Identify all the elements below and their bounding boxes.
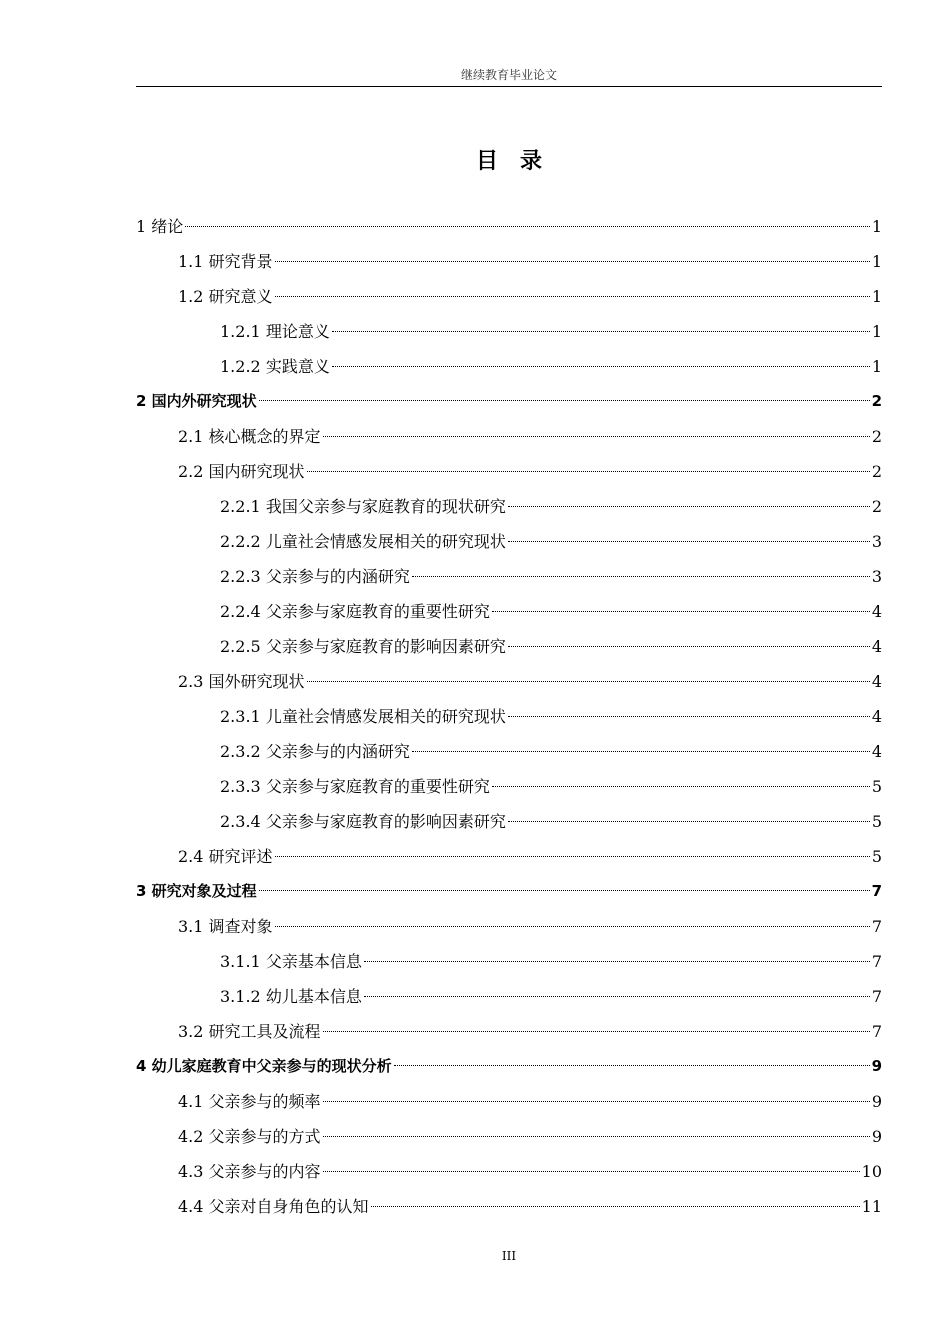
toc-entry[interactable] — [136, 349, 882, 384]
toc-entry-number: 2.2.2 — [220, 532, 261, 551]
toc-entry-title: 儿童社会情感发展相关的研究现状 — [265, 532, 506, 551]
toc-entry[interactable] — [136, 524, 882, 559]
toc-entry[interactable] — [136, 874, 882, 909]
toc-entry-title: 父亲对自身角色的认知 — [208, 1197, 369, 1216]
toc-entry[interactable] — [136, 769, 882, 804]
toc-entry-title: 实践意义 — [265, 357, 330, 376]
toc-entry[interactable] — [136, 419, 882, 454]
toc-entry-title: 理论意义 — [265, 322, 330, 341]
toc-leader-dots — [332, 366, 870, 367]
toc-entry-number: 1.1 — [178, 252, 204, 271]
toc-entry-title: 研究对象及过程 — [151, 882, 257, 900]
toc-leader-dots — [259, 890, 870, 891]
toc-entry-page: 1 — [871, 252, 882, 271]
toc-entry-title: 研究评述 — [208, 847, 273, 866]
toc-entry-title: 父亲参与的内涵研究 — [265, 567, 410, 586]
toc-entry[interactable] — [136, 209, 882, 244]
toc-entry-number: 4.3 — [178, 1162, 204, 1181]
toc-entry-number: 3.1.2 — [220, 987, 261, 1006]
running-header: 继续教育毕业论文 — [460, 68, 557, 82]
toc-leader-dots — [364, 996, 870, 997]
toc-entry-page: 2 — [871, 427, 882, 446]
toc-entry-title: 国内外研究现状 — [151, 392, 257, 410]
toc-entry-page: 4 — [871, 637, 882, 656]
table-of-contents — [136, 209, 882, 1224]
toc-leader-dots — [508, 541, 870, 542]
toc-entry-number: 3 — [136, 882, 147, 900]
toc-leader-dots — [332, 331, 870, 332]
toc-entry[interactable] — [136, 944, 882, 979]
toc-entry-page: 2 — [871, 462, 882, 481]
toc-entry-page: 2 — [871, 392, 882, 410]
toc-entry-page: 11 — [861, 1197, 882, 1216]
toc-entry-title: 父亲参与的内容 — [208, 1162, 321, 1181]
toc-leader-dots — [323, 1101, 870, 1102]
toc-leader-dots — [323, 1136, 870, 1137]
toc-entry[interactable] — [136, 629, 882, 664]
toc-entry[interactable] — [136, 454, 882, 489]
toc-leader-dots — [508, 821, 870, 822]
toc-entry[interactable] — [136, 699, 882, 734]
toc-entry-number: 2.3.3 — [220, 777, 261, 796]
toc-leader-dots — [371, 1206, 860, 1207]
toc-entry-page: 1 — [871, 322, 882, 341]
toc-entry-number: 1 — [136, 217, 147, 236]
toc-entry[interactable] — [136, 839, 882, 874]
page-number: III — [501, 1249, 517, 1263]
toc-entry[interactable] — [136, 244, 882, 279]
toc-entry[interactable] — [136, 909, 882, 944]
toc-entry-page: 5 — [871, 847, 882, 866]
toc-entry-page: 1 — [871, 217, 882, 236]
toc-entry[interactable] — [136, 664, 882, 699]
toc-entry-number: 2.4 — [178, 847, 204, 866]
toc-entry-title: 研究工具及流程 — [208, 1022, 321, 1041]
toc-leader-dots — [412, 576, 870, 577]
toc-leader-dots — [275, 296, 870, 297]
toc-entry-number: 1.2.2 — [220, 357, 261, 376]
toc-entry-page: 9 — [871, 1092, 882, 1111]
toc-leader-dots — [364, 961, 870, 962]
toc-entry-title: 调查对象 — [208, 917, 273, 936]
toc-entry[interactable] — [136, 979, 882, 1014]
toc-entry-number: 4.4 — [178, 1197, 204, 1216]
toc-entry-number: 2.2.3 — [220, 567, 261, 586]
toc-entry[interactable] — [136, 1189, 882, 1224]
toc-entry-title: 幼儿家庭教育中父亲参与的现状分析 — [151, 1057, 392, 1075]
toc-entry-number: 2.2.4 — [220, 602, 261, 621]
toc-entry-page: 4 — [871, 742, 882, 761]
toc-entry-title: 父亲参与家庭教育的影响因素研究 — [265, 812, 506, 831]
toc-entry-page: 1 — [871, 357, 882, 376]
page-title: 目录 — [475, 149, 564, 174]
toc-entry-page: 1 — [871, 287, 882, 306]
toc-entry-page: 7 — [871, 917, 882, 936]
toc-leader-dots — [307, 681, 870, 682]
toc-leader-dots — [508, 646, 870, 647]
toc-leader-dots — [275, 926, 870, 927]
toc-entry-page: 7 — [871, 882, 882, 900]
toc-entry-number: 2.2.5 — [220, 637, 261, 656]
toc-entry-page: 9 — [871, 1127, 882, 1146]
toc-entry-page: 7 — [871, 987, 882, 1006]
toc-leader-dots — [323, 1031, 870, 1032]
toc-entry-number: 2 — [136, 392, 147, 410]
toc-entry-page: 4 — [871, 602, 882, 621]
toc-entry[interactable] — [136, 1119, 882, 1154]
toc-entry-number: 3.1 — [178, 917, 204, 936]
toc-leader-dots — [492, 786, 870, 787]
toc-entry-number: 2.2 — [178, 462, 204, 481]
toc-entry-page: 10 — [861, 1162, 882, 1181]
toc-entry-number: 4.1 — [178, 1092, 204, 1111]
toc-entry-title: 儿童社会情感发展相关的研究现状 — [265, 707, 506, 726]
toc-entry-page: 3 — [871, 532, 882, 551]
toc-leader-dots — [508, 716, 870, 717]
toc-entry-page: 7 — [871, 952, 882, 971]
toc-entry-title: 绪论 — [151, 217, 184, 236]
toc-entry-page: 2 — [871, 497, 882, 516]
toc-leader-dots — [275, 856, 870, 857]
toc-entry-title: 国内研究现状 — [208, 462, 305, 481]
toc-entry-page: 5 — [871, 777, 882, 796]
toc-leader-dots — [412, 751, 870, 752]
toc-entry-title: 国外研究现状 — [208, 672, 305, 691]
toc-entry-number: 2.3 — [178, 672, 204, 691]
toc-entry-title: 父亲参与家庭教育的影响因素研究 — [265, 637, 506, 656]
toc-entry-title: 父亲参与的频率 — [208, 1092, 321, 1111]
toc-leader-dots — [307, 471, 870, 472]
toc-entry-title: 父亲参与的方式 — [208, 1127, 321, 1146]
toc-entry-title: 核心概念的界定 — [208, 427, 321, 446]
toc-leader-dots — [394, 1065, 870, 1066]
toc-entry-number: 4 — [136, 1057, 147, 1075]
toc-entry-title: 我国父亲参与家庭教育的现状研究 — [265, 497, 506, 516]
toc-entry-title: 父亲参与家庭教育的重要性研究 — [265, 777, 490, 796]
toc-entry-number: 2.2.1 — [220, 497, 261, 516]
toc-entry-title: 父亲基本信息 — [265, 952, 362, 971]
toc-entry[interactable] — [136, 594, 882, 629]
toc-leader-dots — [275, 261, 870, 262]
toc-entry[interactable] — [136, 489, 882, 524]
toc-entry-number: 1.2 — [178, 287, 204, 306]
toc-entry-number: 2.3.1 — [220, 707, 261, 726]
toc-entry-title: 研究背景 — [208, 252, 273, 271]
toc-entry-number: 4.2 — [178, 1127, 204, 1146]
toc-leader-dots — [185, 226, 870, 227]
toc-leader-dots — [508, 506, 870, 507]
toc-entry-title: 研究意义 — [208, 287, 273, 306]
toc-entry-number: 3.1.1 — [220, 952, 261, 971]
toc-entry[interactable] — [136, 804, 882, 839]
toc-entry-number: 2.3.4 — [220, 812, 261, 831]
toc-entry[interactable] — [136, 384, 882, 419]
toc-entry-number: 2.3.2 — [220, 742, 261, 761]
toc-entry-number: 1.2.1 — [220, 322, 261, 341]
toc-entry-page: 4 — [871, 672, 882, 691]
toc-leader-dots — [259, 400, 870, 401]
toc-leader-dots — [323, 1171, 860, 1172]
toc-entry-page: 4 — [871, 707, 882, 726]
toc-entry-page: 5 — [871, 812, 882, 831]
toc-entry-title: 父亲参与家庭教育的重要性研究 — [265, 602, 490, 621]
toc-entry-number: 2.1 — [178, 427, 204, 446]
toc-leader-dots — [323, 436, 870, 437]
header-divider — [136, 86, 882, 87]
toc-entry-page: 7 — [871, 1022, 882, 1041]
toc-entry[interactable] — [136, 734, 882, 769]
toc-leader-dots — [492, 611, 870, 612]
toc-entry-title: 父亲参与的内涵研究 — [265, 742, 410, 761]
toc-entry[interactable] — [136, 279, 882, 314]
toc-entry[interactable] — [136, 1154, 882, 1189]
toc-entry[interactable] — [136, 559, 882, 594]
toc-entry-title: 幼儿基本信息 — [265, 987, 362, 1006]
toc-entry[interactable] — [136, 1084, 882, 1119]
toc-entry-page: 9 — [871, 1057, 882, 1075]
toc-entry[interactable] — [136, 314, 882, 349]
toc-entry-page: 3 — [871, 567, 882, 586]
toc-entry-number: 3.2 — [178, 1022, 204, 1041]
toc-entry[interactable] — [136, 1049, 882, 1084]
toc-entry[interactable] — [136, 1014, 882, 1049]
